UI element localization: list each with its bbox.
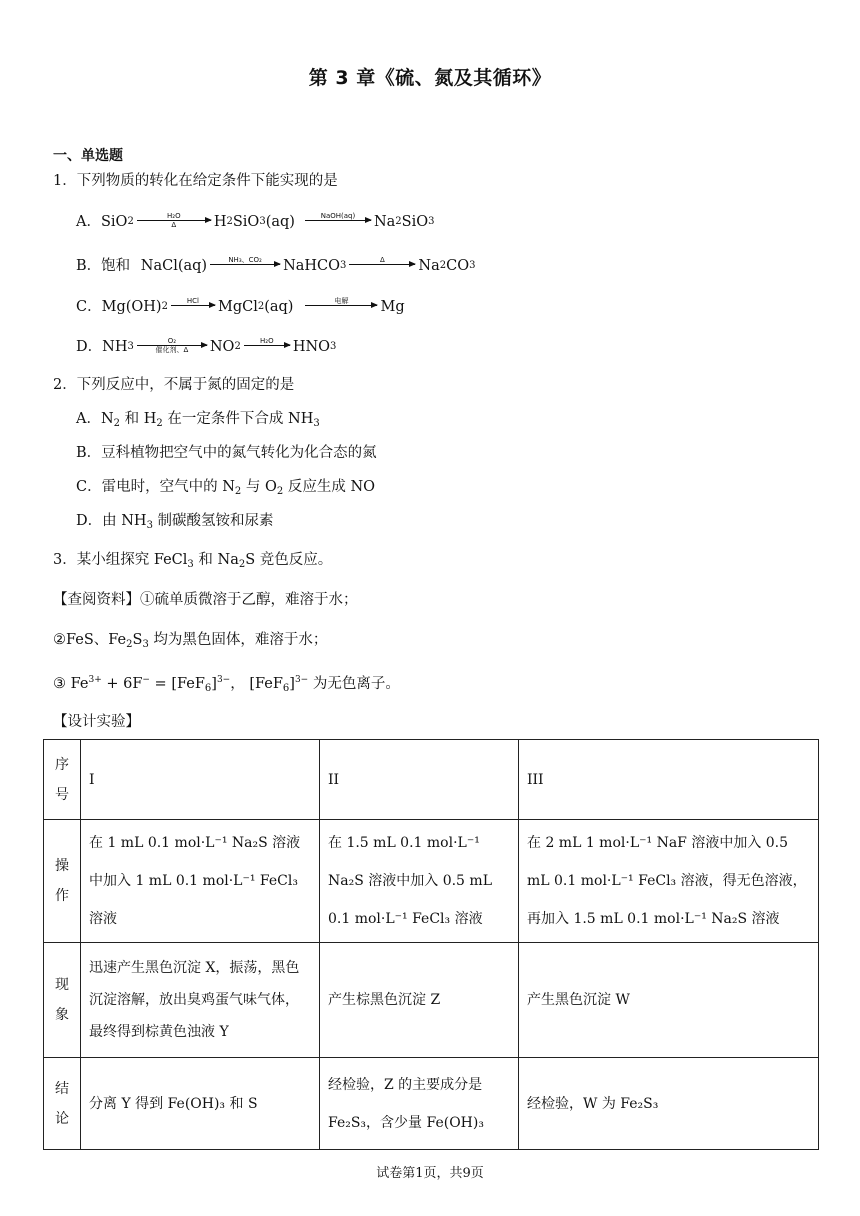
formula: (aq) [264,299,294,315]
text: A．N [76,411,114,427]
q3-stem [53,550,332,570]
q2-stem: 2．下列反应中，不属于氮的固定的是 [53,377,295,393]
q1-stem: 1．下列物质的转化在给定条件下能实现的是 [53,173,338,189]
text: C．雷电时，空气中的 N [76,479,235,495]
option-letter: A． [76,214,101,230]
arrow-condition: H₂O [260,336,274,345]
text: D．由 NH [76,513,147,529]
text: 和 H [120,411,157,427]
arrow-condition: HCl [186,296,200,305]
superscript: 3− [216,675,231,685]
arrow-condition: 催化剂、Δ [155,345,189,354]
text: 制碳酸氢铵和尿素 [152,513,274,529]
subscript: 3 [313,418,320,429]
cell-concl-3: 经检验，W 为 Fe₂S₃ [519,1058,819,1150]
q1-option-c: C． Mg(OH) 2 HCl MgCl 2 (aq) 电解 Mg [76,296,405,315]
row-header-seq: 序号 [44,740,81,820]
cell-phen-2: 产生棕黑色沉淀 Z [320,943,519,1058]
formula: Na [418,258,440,274]
text: ] [289,676,295,692]
reaction-arrow [171,297,215,314]
subscript: 3 [146,520,153,531]
col-header-1: I [81,740,320,820]
text: = [FeF [149,676,205,692]
col-header-3: III [519,740,819,820]
formula: H [213,214,227,230]
row-header-phen: 现象 [44,943,81,1058]
text: 为无色离子。 [308,676,400,692]
superscript: − [142,675,150,685]
subscript: 2 [126,639,133,650]
reaction-arrow [305,212,371,229]
subscript: 2 [156,418,163,429]
cell-phen-1: 迅速产生黑色沉淀 X，振荡，黑色沉淀溶解，放出臭鸡蛋气味气体，最终得到棕黄色浊液 Y [81,943,320,1058]
option-letter: D． [76,339,103,355]
formula: SiO [232,214,260,230]
q1-option-b: B． 饱和 NaCl(aq) NH₃、CO₂ NaHCO 3 Δ Na 2 CO 3 [76,255,476,274]
page-title: 第 3 章《硫、氮及其循环》 [308,67,552,89]
q2-option-b: B．豆科植物把空气中的氮气转化为化合态的氮 [76,445,377,461]
text: ] [211,676,217,692]
arrow-condition: 电解 [334,296,349,305]
cell-concl-2: 经检验，Z 的主要成分是 Fe₂S₃，含少量 Fe(OH)₃ [320,1058,519,1150]
text: ③ Fe [53,676,89,692]
text: + 6F [101,676,143,692]
text: 反应生成 NO [283,479,376,495]
formula: NaHCO [283,258,341,274]
text: 与 O [241,479,277,495]
q2-option-c [76,477,375,497]
page-footer: 试卷第1页，共9页 [376,1166,484,1181]
formula: MgCl [217,299,258,315]
arrow-condition: H₂O [167,211,181,220]
q2-option-a [76,409,320,429]
text: 均为黑色固体，难溶于水； [148,632,328,648]
table-row [44,820,819,943]
q2-option-d [76,511,274,531]
text: 在一定条件下合成 NH [162,411,314,427]
subscript: 6 [282,683,290,694]
cell-op-1: 在 1 mL 0.1 mol·L⁻¹ Na₂S 溶液中加入 1 mL 0.1 mol·L⁻¹ FeCl₃ 溶液 [81,820,320,943]
cell-concl-1: 分离 Y 得到 Fe(OH)₃ 和 S [81,1058,320,1150]
section-heading: 一、单选题 [53,148,123,164]
text: S [132,632,143,648]
formula: (aq) [265,214,295,230]
reaction-arrow [137,337,207,354]
subscript: 2 [276,486,284,497]
experiment-table [43,739,819,1150]
q3-design-heading: 【设计实验】 [53,714,140,730]
subscript: 2 [113,418,121,429]
cell-op-2: 在 1.5 mL 0.1 mol·L⁻¹ Na₂S 溶液中加入 0.5 mL 0.1 mol·L⁻¹ FeCl₃ 溶液 [320,820,519,943]
reaction-arrow [210,256,280,273]
subscript: 2 [238,559,246,570]
subscript: 3 [187,559,194,570]
reaction-arrow [244,337,290,354]
formula: NaCl(aq) [140,258,208,274]
text: ②FeS、Fe [53,632,127,648]
arrow-condition: Δ [171,220,177,229]
formula: Na [373,214,396,230]
reaction-arrow [137,212,211,229]
table-row [44,943,819,1058]
reaction-arrow [349,256,415,273]
cell-phen-3: 产生黑色沉淀 W [519,943,819,1058]
formula: SiO [100,214,128,230]
row-header-concl: 结论 [44,1058,81,1150]
table-row [44,740,819,820]
subscript: 2 [234,486,242,497]
superscript: 3− [294,675,309,685]
superscript: 3+ [88,675,102,685]
table-row [44,1058,819,1150]
q3-info-1: 【查阅资料】①硫单质微溶于乙醇，难溶于水； [53,592,358,608]
reaction-arrow [305,297,377,314]
formula: SiO [401,214,429,230]
arrow-condition: NH₃、CO₂ [228,255,262,264]
formula: NH [102,339,128,355]
q3-info-3 [53,674,400,694]
cell-op-3: 在 2 mL 1 mol·L⁻¹ NaF 溶液中加入 0.5 mL 0.1 mol·L⁻¹ FeCl₃ 溶液，得无色溶液，再加入 1.5 mL 0.1 mol·L⁻¹ Na₂S 溶液 [519,820,819,943]
text: 和 Na [193,552,239,568]
formula: CO [446,258,470,274]
formula: Mg(OH) [101,299,162,315]
subscript: 6 [204,683,212,694]
option-letter: C． [76,299,102,315]
arrow-condition: Δ [380,255,385,264]
arrow-condition: O₂ [167,336,177,345]
option-letter: B． [76,258,102,274]
subscript: 3 [142,639,149,650]
formula: NO [209,339,235,355]
q1-option-d: D． NH 3 O₂ 催化剂、Δ NO 2 H₂O HNO 3 [76,336,337,355]
text: S 竞色反应。 [245,552,333,568]
prefix-text: 饱和 [101,258,135,274]
q1-option-a: A． SiO 2 H₂O Δ H 2 SiO 3 (aq) NaOH(aq) Na 2 SiO 3 [76,211,435,230]
col-header-2: II [320,740,519,820]
row-header-op: 操作 [44,820,81,943]
formula: HNO [292,339,331,355]
arrow-condition: NaOH(aq) [320,211,356,220]
text: ， [FeF [230,676,283,692]
formula: Mg [380,299,405,315]
text: 3．某小组探究 FeCl [53,552,188,568]
q3-info-2 [53,630,327,650]
